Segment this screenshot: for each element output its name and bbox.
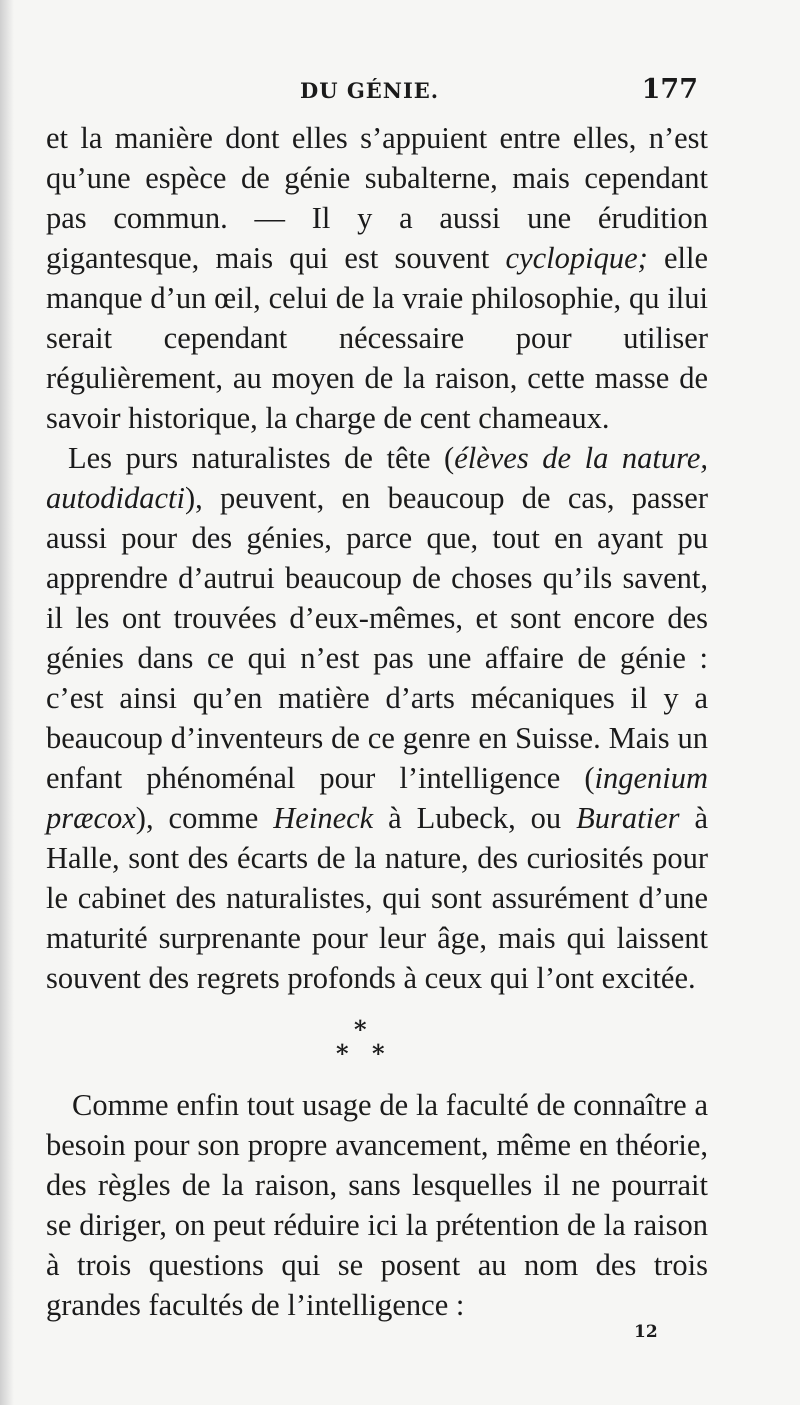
separator-star: * xyxy=(354,1015,367,1044)
paragraph xyxy=(46,118,708,438)
running-head xyxy=(50,74,700,104)
paragraph-text: elle manque d’un œil, celui de la vraie philosophie, qu ilui serait cependant nécessaire pour utiliser régulièrement, au moyen de la raison, cette masse de savoir historique, la charge de cent chameaux. xyxy=(46,241,708,435)
running-title: DU GÉNIE. xyxy=(300,78,440,103)
paragraph-text: à Lubeck, ou xyxy=(373,801,577,835)
signature-mark: 12 xyxy=(634,1322,658,1342)
page-gutter-shadow xyxy=(0,0,14,1405)
paragraph-text: Comme enfin tout usage de la faculté de connaître a besoin pour son propre avancement, même en théorie, des règles de la raison, sans lesquelles il ne pourrait se diriger, on peut réduire ici la prétention de la raison à trois questions qui se posent au nom des trois grandes facultés de l’intelligence : xyxy=(46,1088,708,1322)
paragraph-text: à Halle, sont des écarts de la nature, des curiosités pour le cabinet des naturalistes, qui sont assurément d’une maturité surprenante pour leur âge, mais qui laissent souvent des regrets profonds à ceux qui l’ont excitée. xyxy=(46,801,708,995)
paragraph-text: et la manière dont elles s’appuient entre elles, n’est qu’une espèce de génie subalterne, mais cependant pas commun. — Il y a aussi une érudition gigantesque, mais qui est souvent xyxy=(46,121,708,275)
italic-text: Heineck xyxy=(273,801,374,835)
paragraph xyxy=(46,438,708,998)
paragraph-text: ), comme xyxy=(135,801,274,835)
italic-text: Buratier xyxy=(576,801,680,835)
separator-star: * xyxy=(336,1039,349,1068)
paragraph xyxy=(46,1085,708,1325)
page-number: 177 xyxy=(641,74,698,105)
italic-text: élèves de la nature, autodidacti xyxy=(46,441,708,515)
italic-text: cyclopique; xyxy=(505,241,648,275)
paragraph-text: Les purs naturalistes de tête ( xyxy=(68,441,455,475)
paragraph-text: ), peuvent, en beaucoup de cas, passer aussi pour des génies, parce que, tout en ayant pu apprendre d’autrui beaucoup de choses qu’ils savent, il les ont trouvées d’eux-mêmes, et sont encore des génies dans ce qui n’est pas une affaire de génie : c’est ainsi qu’en matière d’arts mécaniques il y a beaucoup d’inventeurs de ce genre en Suisse. Mais un enfant phénoménal pour l’intelligence ( xyxy=(46,481,708,795)
italic-text: ingenium præcox xyxy=(46,761,708,835)
separator-star: * xyxy=(372,1039,385,1068)
section-separator xyxy=(320,1015,400,1075)
